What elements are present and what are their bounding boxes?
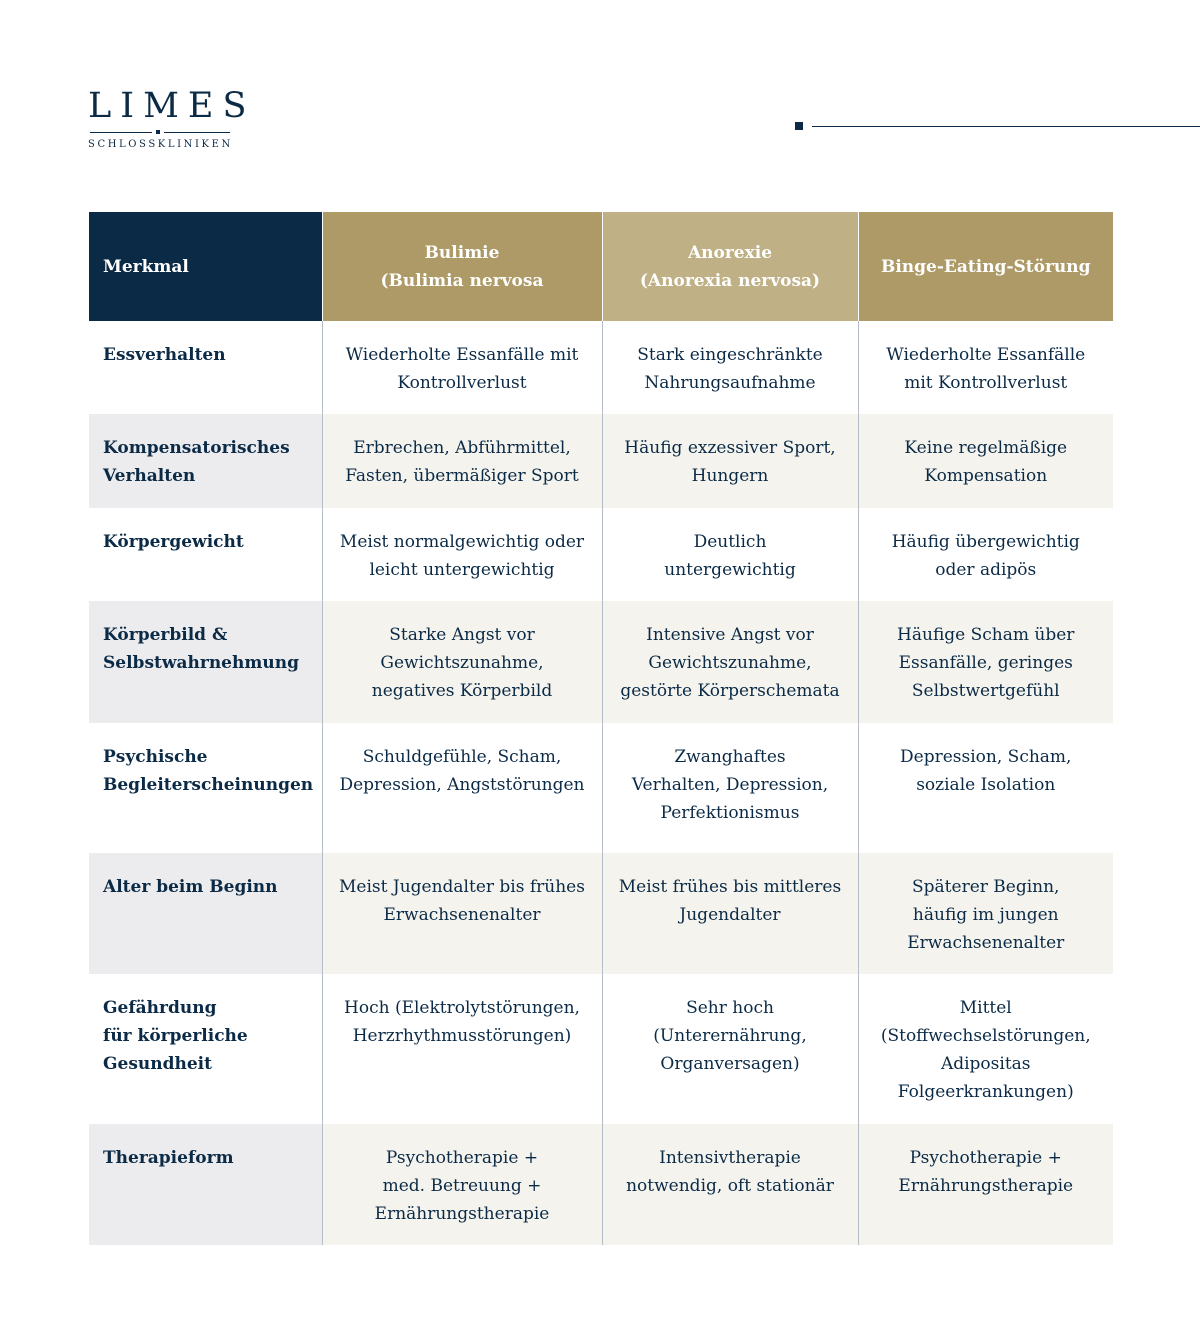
cell-binge-eating: [858, 321, 1113, 414]
cell-line: leicht untergewichtig: [369, 560, 555, 580]
cell-line: Keine regelmäßige: [904, 438, 1068, 458]
cell-line: Meist frühes bis mittleres: [618, 877, 842, 897]
logo-rule-left: [90, 132, 152, 133]
cell-line: Häufige Scham über: [897, 625, 1075, 645]
cell-binge-eating: [858, 508, 1113, 601]
cell-line: Essanfälle, geringes: [898, 653, 1073, 673]
row-label-line: Psychische: [103, 747, 208, 767]
brand-subtitle: SCHLOSSKLINIKEN: [88, 139, 233, 150]
cell-line: Selbstwertgefühl: [911, 681, 1060, 701]
cell-line: soziale Isolation: [916, 775, 1056, 795]
cell-line: Adipositas: [940, 1054, 1031, 1074]
row-label-line: Verhalten: [103, 466, 196, 486]
cell-line: Depression, Scham,: [900, 747, 1072, 767]
cell-line: Kompensation: [924, 466, 1048, 486]
cell-bulimie: [322, 1124, 602, 1245]
row-label: [89, 601, 322, 723]
cell-line: Schuldgefühle, Scham,: [362, 747, 562, 767]
row-label-line: Gefährdung: [103, 998, 217, 1018]
cell-anorexie: [602, 508, 858, 601]
cell-line: Depression, Angststörungen: [339, 775, 585, 795]
cell-line: Psychotherapie +: [385, 1148, 539, 1168]
table-row: [89, 508, 1113, 601]
row-label: [89, 853, 322, 974]
header-line: Merkmal: [103, 256, 189, 277]
cell-anorexie: [602, 414, 858, 508]
cell-bulimie: [322, 321, 602, 414]
row-label-line: Therapieform: [103, 1148, 234, 1168]
cell-line: Kontrollverlust: [397, 373, 527, 393]
cell-binge-eating: [858, 1124, 1113, 1245]
cell-line: negatives Körperbild: [371, 681, 553, 701]
brand-name: LIMES: [88, 86, 256, 126]
cell-line: Meist Jugendalter bis frühes: [339, 877, 585, 897]
cell-line: notwendig, oft stationär: [626, 1176, 834, 1196]
cell-line: oder adipös: [935, 560, 1037, 580]
cell-anorexie: [602, 853, 858, 974]
row-label: [89, 508, 322, 601]
header-bulimie: [322, 212, 602, 321]
cell-anorexie: [602, 321, 858, 414]
row-label: [89, 723, 322, 853]
cell-line: Stark eingeschränkte: [637, 345, 823, 365]
cell-line: Erbrechen, Abführmittel,: [353, 438, 571, 458]
cell-line: Gewichtszunahme,: [380, 653, 544, 673]
cell-line: Herzrhythmusstörungen): [352, 1026, 572, 1046]
cell-line: Organversagen): [660, 1054, 800, 1074]
row-label: [89, 974, 322, 1124]
cell-bulimie: [322, 601, 602, 723]
cell-line: (Stoffwechselstörungen,: [880, 1026, 1091, 1046]
table-row: [89, 1124, 1113, 1245]
cell-binge-eating: [858, 414, 1113, 508]
cell-line: Wiederholte Essanfälle: [886, 345, 1086, 365]
row-label-line: Körperbild &: [103, 625, 228, 645]
cell-line: Hoch (Elektrolytstörungen,: [344, 998, 580, 1018]
cell-line: Späterer Beginn,: [912, 877, 1060, 897]
cell-line: untergewichtig: [664, 560, 796, 580]
cell-line: Wiederholte Essanfälle mit: [345, 345, 579, 365]
cell-line: med. Betreuung +: [382, 1176, 542, 1196]
cell-line: Häufig übergewichtig: [891, 532, 1080, 552]
cell-line: Folgeerkrankungen): [897, 1082, 1074, 1102]
cell-line: Gewichtszunahme,: [648, 653, 812, 673]
cell-bulimie: [322, 974, 602, 1124]
row-label-line: Essverhalten: [103, 345, 226, 365]
row-label-line: Körpergewicht: [103, 532, 244, 552]
cell-line: Intensive Angst vor: [646, 625, 814, 645]
cell-line: Intensivtherapie: [659, 1148, 801, 1168]
cell-line: Mittel: [959, 998, 1012, 1018]
cell-line: Starke Angst vor: [389, 625, 535, 645]
header-line: Anorexie: [687, 242, 773, 263]
row-label: [89, 414, 322, 508]
table-row: [89, 601, 1113, 723]
cell-anorexie: [602, 723, 858, 853]
row-label-line: Begleiterscheinungen: [103, 775, 314, 795]
row-label: [89, 321, 322, 414]
table-header-row: [89, 212, 1113, 321]
cell-line: Sehr hoch: [686, 998, 774, 1018]
header-line: Bulimie: [424, 242, 500, 263]
logo-divider: [88, 128, 233, 137]
cell-binge-eating: [858, 723, 1113, 853]
row-label-line: Kompensatorisches: [103, 438, 290, 458]
logo-rule-right: [164, 132, 230, 133]
logo-rule-dot: [156, 130, 160, 134]
cell-binge-eating: [858, 853, 1113, 974]
cell-line: gestörte Körperschemata: [620, 681, 840, 701]
comparison-table: [89, 212, 1113, 1245]
cell-line: Nahrungsaufnahme: [644, 373, 816, 393]
cell-line: Häufig exzessiver Sport,: [624, 438, 836, 458]
cell-line: Deutlich: [693, 532, 767, 552]
cell-binge-eating: [858, 974, 1113, 1124]
header-line: (Anorexia nervosa): [639, 270, 821, 291]
cell-line: Jugendalter: [679, 905, 781, 925]
cell-bulimie: [322, 853, 602, 974]
cell-line: Verhalten, Depression,: [631, 775, 829, 795]
table-row: [89, 321, 1113, 414]
header-line: (Bulimia nervosa: [380, 270, 544, 291]
cell-line: Meist normalgewichtig oder: [339, 532, 585, 552]
cell-bulimie: [322, 508, 602, 601]
header-merkmal: [89, 212, 322, 321]
cell-line: Fasten, übermäßiger Sport: [345, 466, 579, 486]
cell-line: Erwachsenenalter: [383, 905, 541, 925]
cell-line: Ernährungstherapie: [898, 1176, 1074, 1196]
cell-anorexie: [602, 1124, 858, 1245]
cell-line: häufig im jungen: [912, 905, 1059, 925]
row-label-line: Selbstwahrnehmung: [103, 653, 299, 673]
brand-logo: [88, 86, 256, 150]
cell-anorexie: [602, 974, 858, 1124]
header-binge-eating: [858, 212, 1113, 321]
decorative-line: [812, 126, 1200, 127]
header-anorexie: [602, 212, 858, 321]
decorative-square: [795, 122, 803, 130]
cell-line: Ernährungstherapie: [374, 1204, 550, 1224]
cell-line: Zwanghaftes: [674, 747, 786, 767]
row-label-line: Alter beim Beginn: [103, 877, 278, 897]
cell-line: Hungern: [691, 466, 769, 486]
table-row: [89, 974, 1113, 1124]
row-label-line: Gesundheit: [103, 1054, 212, 1074]
row-label-line: für körperliche: [103, 1026, 248, 1046]
cell-line: (Unterernährung,: [653, 1026, 807, 1046]
cell-line: Psychotherapie +: [909, 1148, 1062, 1168]
cell-anorexie: [602, 601, 858, 723]
cell-line: mit Kontrollverlust: [904, 373, 1068, 393]
cell-binge-eating: [858, 601, 1113, 723]
cell-line: Erwachsenenalter: [907, 933, 1065, 953]
row-label: [89, 1124, 322, 1245]
table-row: [89, 853, 1113, 974]
header-line: Binge-Eating-Störung: [880, 256, 1091, 277]
cell-bulimie: [322, 414, 602, 508]
cell-line: Perfektionismus: [660, 803, 800, 823]
cell-bulimie: [322, 723, 602, 853]
table-row: [89, 723, 1113, 853]
table-row: [89, 414, 1113, 508]
